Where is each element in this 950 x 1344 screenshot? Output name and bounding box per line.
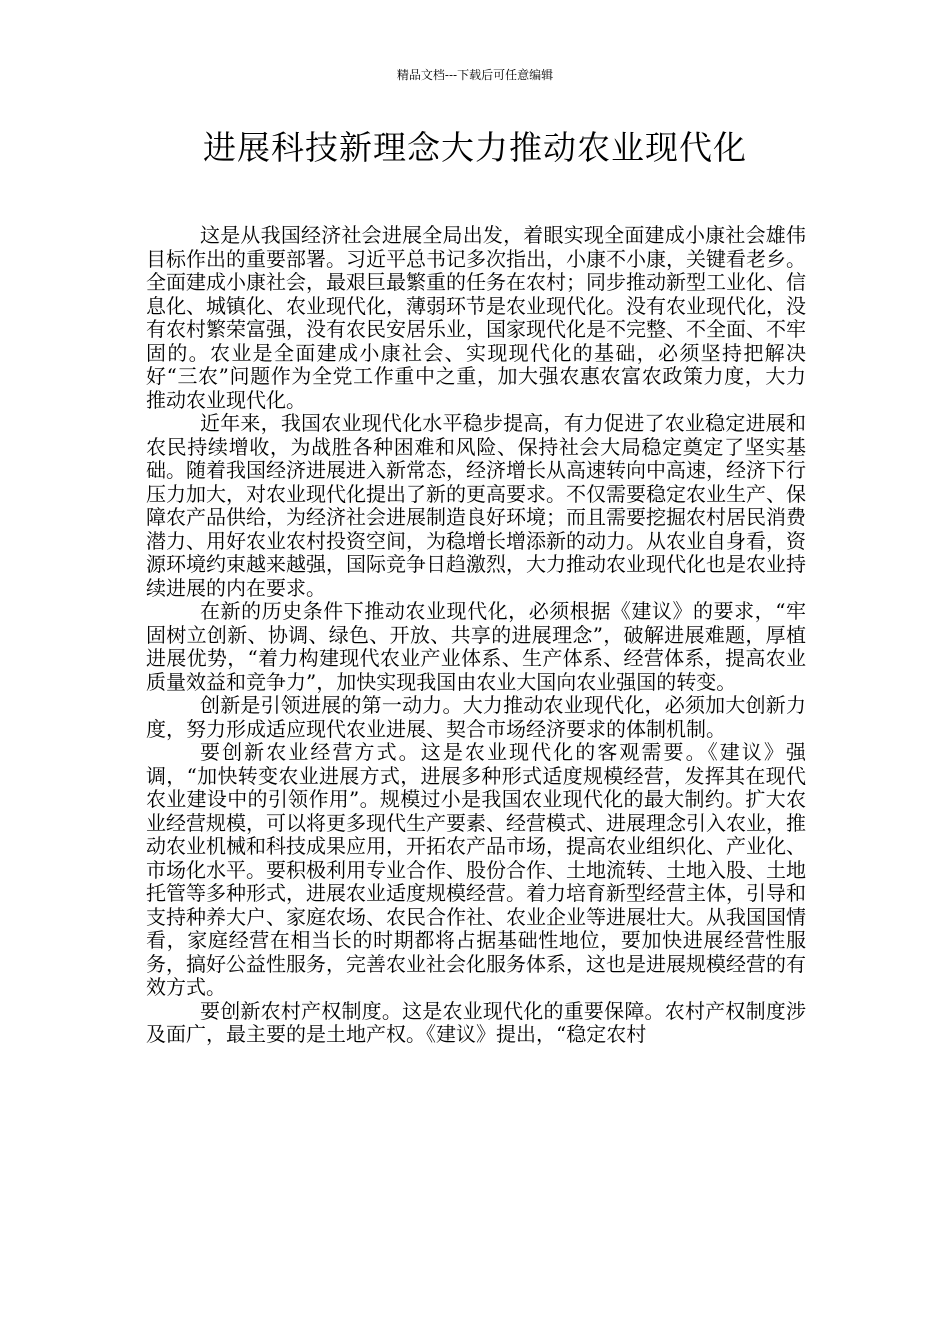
paragraph: 要创新农村产权制度。这是农业现代化的重要保障。农村产权制度涉及面广，最主要的是土地产权。《建议》提出，“稳定农村 <box>146 998 806 1046</box>
paragraph: 要创新农业经营方式。这是农业现代化的客观需要。《建议》强调，“加快转变农业进展方式，进展多种形式适度规模经营，发挥其在现代农业建设中的引领作用”。规模过小是我国农业现代化的最大制约。扩大农业经营规模，可以将更多现代生产要素、经营模式、进展理念引入农业，推动农业机械和科技成果应用，开拓农产品市场，提高农业组织化、产业化、市场化水平。要积极利用专业合作、股份合作、土地流转、土地入股、土地托管等多种形式，进展农业适度规模经营。着力培育新型经营主体，引导和支持种养大户、家庭农场、农民合作社、农业企业等进展壮大。从我国国情看，家庭经营在相当长的时期都将占据基础性地位，要加快进展经营性服务，搞好公益性服务，完善农业社会化服务体系，这也是进展规模经营的有效方式。 <box>146 740 806 999</box>
paragraph: 近年来，我国农业现代化水平稳步提高，有力促进了农业稳定进展和农民持续增收，为战胜各种困难和风险、保持社会大局稳定奠定了坚实基础。随着我国经济进展进入新常态，经济增长从高速转向中高速，经济下行压力加大，对农业现代化提出了新的更高要求。不仅需要稳定农业生产、保障农产品供给，为经济社会进展制造良好环境；而且需要挖掘农村居民消费潜力、用好农业农村投资空间，为稳增长增添新的动力。从农业自身看，资源环境约束越来越强，国际竞争日趋激烈，大力推动农业现代化也是农业持续进展的内在要求。 <box>146 411 806 600</box>
paragraph: 在新的历史条件下推动农业现代化，必须根据《建议》的要求，“牢固树立创新、协调、绿色、开放、共享的进展理念”，破解进展难题，厚植进展优势，“着力构建现代农业产业体系、生产体系、经营体系，提高农业质量效益和竞争力”，加快实现我国由农业大国向农业强国的转变。 <box>146 599 806 694</box>
body-text <box>146 224 806 1047</box>
document-title: 进展科技新理念大力推动农业现代化 <box>203 128 747 167</box>
paragraph: 这是从我国经济社会进展全局出发，着眼实现全面建成小康社会雄伟目标作出的重要部署。习近平总书记多次指出，小康不小康，关键看老乡。全面建成小康社会，最艰巨最繁重的任务在农村；同步推动新型工业化、信息化、城镇化、农业现代化，薄弱环节是农业现代化。没有农业现代化，没有农村繁荣富强，没有农民安居乐业，国家现代化是不完整、不全面、不牢固的。农业是全面建成小康社会、实现现代化的基础，必须坚持把解决好“三农”问题作为全党工作重中之重，加大强农惠农富农政策力度，大力推动农业现代化。 <box>146 223 806 412</box>
paragraph: 创新是引领进展的第一动力。大力推动农业现代化，必须加大创新力度，努力形成适应现代农业进展、契合市场经济要求的体制机制。 <box>146 693 806 741</box>
header-note: 精品文档---下载后可任意编辑 <box>396 68 554 82</box>
